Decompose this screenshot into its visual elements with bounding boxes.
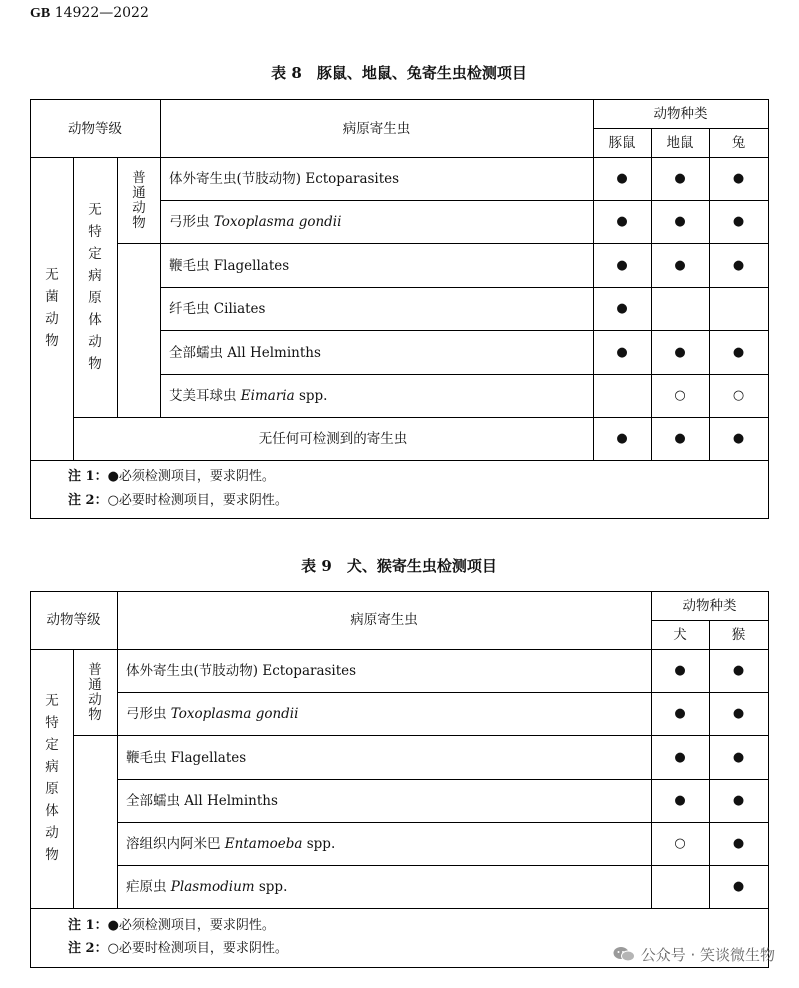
detection-mark: ● xyxy=(732,345,745,360)
pathogen-label: 全部蠕虫 All Helminths xyxy=(126,793,278,809)
pathogen-label: 全部蠕虫 All Helminths xyxy=(169,345,321,361)
standard-number xyxy=(30,5,149,22)
watermark-text: 公众号 · 笑谈微生物 xyxy=(640,946,775,964)
wechat-icon xyxy=(613,946,635,962)
t8-last-mark: ● xyxy=(616,431,628,446)
pathogen-label: 鞭毛虫 Flagellates xyxy=(126,750,247,766)
pathogen-label: 纤毛虫 Ciliates xyxy=(169,301,266,317)
t9-col-pathogen: 病原寄生虫 xyxy=(350,612,418,628)
t8-grade-germfree: 无菌动物 xyxy=(45,267,59,349)
detection-mark: ● xyxy=(732,258,745,273)
detection-mark: ● xyxy=(674,171,686,186)
detection-mark: ○ xyxy=(732,388,745,403)
t8-col-grade: 动物等级 xyxy=(68,121,122,137)
t9-species-monkey: 猴 xyxy=(731,627,746,643)
t8-col-pathogen: 病原寄生虫 xyxy=(342,121,411,137)
detection-mark: ● xyxy=(674,214,686,229)
detection-mark: ● xyxy=(732,879,745,894)
detection-mark: ● xyxy=(674,345,686,360)
detection-mark: ● xyxy=(674,706,686,721)
pathogen-label: 体外寄生虫(节肢动物) Ectoparasites xyxy=(126,663,357,679)
detection-mark: ● xyxy=(732,793,745,808)
detection-mark: ● xyxy=(732,706,745,721)
t9-col-grade: 动物等级 xyxy=(46,612,101,628)
t8-note-2: 注 2：○必要时检测项目，要求阴性。 xyxy=(68,493,288,508)
detection-mark: ● xyxy=(674,258,686,273)
t8-grade-common: 普通动物 xyxy=(132,170,146,231)
detection-mark: ● xyxy=(732,663,745,678)
pathogen-label: 艾美耳球虫 Eimaria spp. xyxy=(169,388,328,404)
detection-mark: ● xyxy=(674,793,686,808)
pathogen-label: 弓形虫 Toxoplasma gondii xyxy=(169,214,342,230)
detection-mark: ● xyxy=(732,214,745,229)
pathogen-label: 疟原虫 Plasmodium spp. xyxy=(126,879,288,895)
t8-species-hamster: 地鼠 xyxy=(666,135,694,151)
pathogen-label: 溶组织内阿米巴 Entamoeba spp. xyxy=(126,836,336,852)
detection-mark: ● xyxy=(616,345,628,360)
t9-species-dog: 犬 xyxy=(673,627,687,643)
table8-title: 表 8 豚鼠、地鼠、兔寄生虫检测项目 xyxy=(271,64,527,82)
detection-mark: ● xyxy=(732,750,745,765)
detection-mark: ● xyxy=(732,171,745,186)
t9-col-species: 动物种类 xyxy=(682,598,737,614)
table8 xyxy=(30,99,769,519)
detection-mark: ○ xyxy=(674,388,686,403)
pathogen-label: 鞭毛虫 Flagellates xyxy=(169,258,290,274)
t8-none-detectable: 无任何可检测到的寄生虫 xyxy=(258,431,408,447)
pathogen-label: 弓形虫 Toxoplasma gondii xyxy=(126,706,299,722)
std-number: 14922—2022 xyxy=(54,5,149,21)
t9-note-1: 注 1：●必须检测项目，要求阴性。 xyxy=(68,918,275,933)
detection-mark: ● xyxy=(616,171,628,186)
std-prefix: GB xyxy=(30,6,51,21)
detection-mark: ● xyxy=(674,750,686,765)
detection-mark: ● xyxy=(674,663,686,678)
t8-note-1: 注 1：●必须检测项目，要求阴性。 xyxy=(68,469,275,484)
watermark xyxy=(613,944,775,965)
detection-mark: ● xyxy=(732,836,745,851)
t8-species-rabbit: 兔 xyxy=(731,135,746,151)
detection-mark: ● xyxy=(616,214,628,229)
t8-col-species: 动物种类 xyxy=(653,106,708,122)
t8-species-guinea-pig: 豚鼠 xyxy=(608,135,636,151)
t9-grade-spf: 无特定病原体动物 xyxy=(45,693,59,863)
t8-grade-spf: 无特定病原体动物 xyxy=(88,202,102,372)
detection-mark: ● xyxy=(616,258,628,273)
t9-note-2: 注 2：○必要时检测项目，要求阴性。 xyxy=(68,941,288,956)
t9-grade-common: 普通动物 xyxy=(88,662,102,723)
t8-last-mark: ● xyxy=(732,431,745,446)
detection-mark: ● xyxy=(616,301,628,316)
table9-title: 表 9 犬、猴寄生虫检测项目 xyxy=(301,557,497,575)
detection-mark: ○ xyxy=(674,836,686,851)
pathogen-label: 体外寄生虫(节肢动物) Ectoparasites xyxy=(169,171,400,187)
t8-last-mark: ● xyxy=(674,431,686,446)
